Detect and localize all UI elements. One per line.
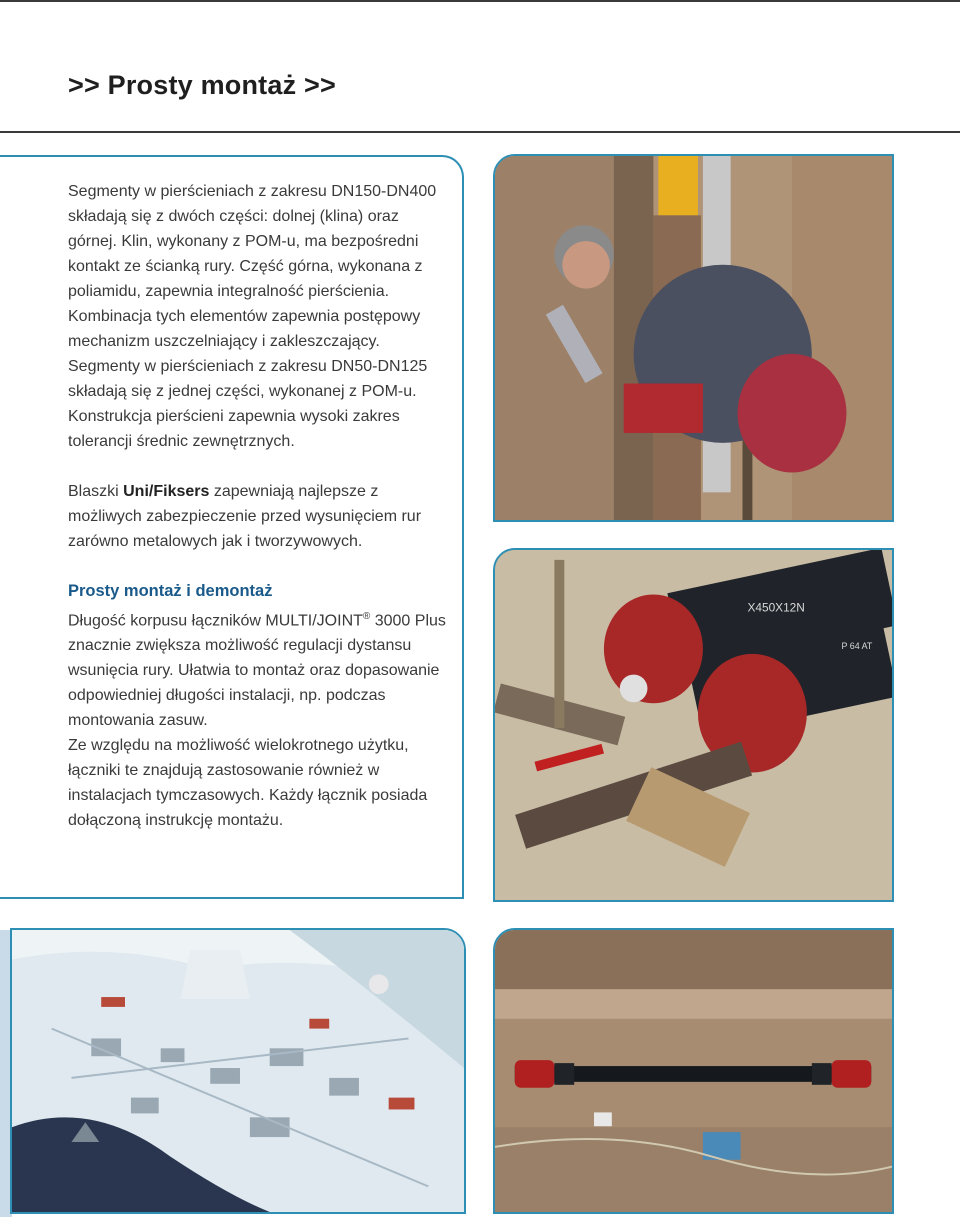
landscape-svg xyxy=(12,930,464,1212)
couplings-illustration xyxy=(495,550,892,900)
heading-rule xyxy=(0,131,960,133)
photo-worker-trench xyxy=(493,154,894,522)
pipe-marking-2: P 64 AT xyxy=(841,640,873,651)
page-title: >> Prosty montaż >> xyxy=(68,70,336,100)
assembly-title: Prosty montaż i demontaż xyxy=(68,582,273,600)
pipe-marking: X450X12N xyxy=(747,600,805,615)
photo-red-couplings xyxy=(493,548,894,902)
blaszki-brand: Uni/Fiksers xyxy=(123,483,210,500)
ground-coupling-illustration xyxy=(495,930,892,1212)
photo-coupling-ground xyxy=(493,928,894,1214)
top-rule xyxy=(0,0,960,2)
intro-paragraph: Segmenty w pierścieniach z zakresu DN150-DN400 składają się z dwóch części: dolnej (klina) oraz górnej. Klin, wykonany z POM-u, ma bezpośredni kontakt ze ścianką rury. Część górna, wykonana z poliamidu, zapewnia integralność pierścienia. Kombinacja tych elementów zapewnia postępowy mechanizm uszczelniający i zakleszczający. Segmenty w pierścieniach z zakresu DN50-DN125 składają się z jednej części, wykonanej z POM-u. Konstrukcja pierścieni zapewnia wysoki zakres tolerancji średnic zewnętrznych. xyxy=(68,183,437,450)
assembly-paragraph xyxy=(68,604,448,733)
blaszki-after: zapewniają najlepsze z możliwych zabezpieczenie przed wysunięciem rur zarówno metalowych jak i tworzywowych. xyxy=(68,483,422,550)
industrial-landscape-illustration xyxy=(10,928,466,1214)
trench-illustration xyxy=(495,156,892,520)
assembly-text-before: Długość korpusu łączników MULTI/JOINT xyxy=(68,612,363,630)
assembly-text-after: 3000 Plus znacznie zwiększa możliwość regulacji dystansu wsunięcia rury. Ułatwia to montaż oraz dopasowanie odpowiedniej długości instalacji, np. podczas montowania zasuw. xyxy=(68,612,446,730)
assembly-paragraph-2: Ze względu na możliwość wielokrotnego użytku, łączniki te znajdują zastosowanie również w instalacjach tymczasowych. Każdy łącznik posiada dołączoną instrukcję montażu. xyxy=(68,737,428,830)
text-body xyxy=(68,179,448,833)
blaszki-before: Blaszki xyxy=(68,483,124,500)
registered-mark: ® xyxy=(362,611,371,622)
blaszki-paragraph xyxy=(68,479,448,554)
